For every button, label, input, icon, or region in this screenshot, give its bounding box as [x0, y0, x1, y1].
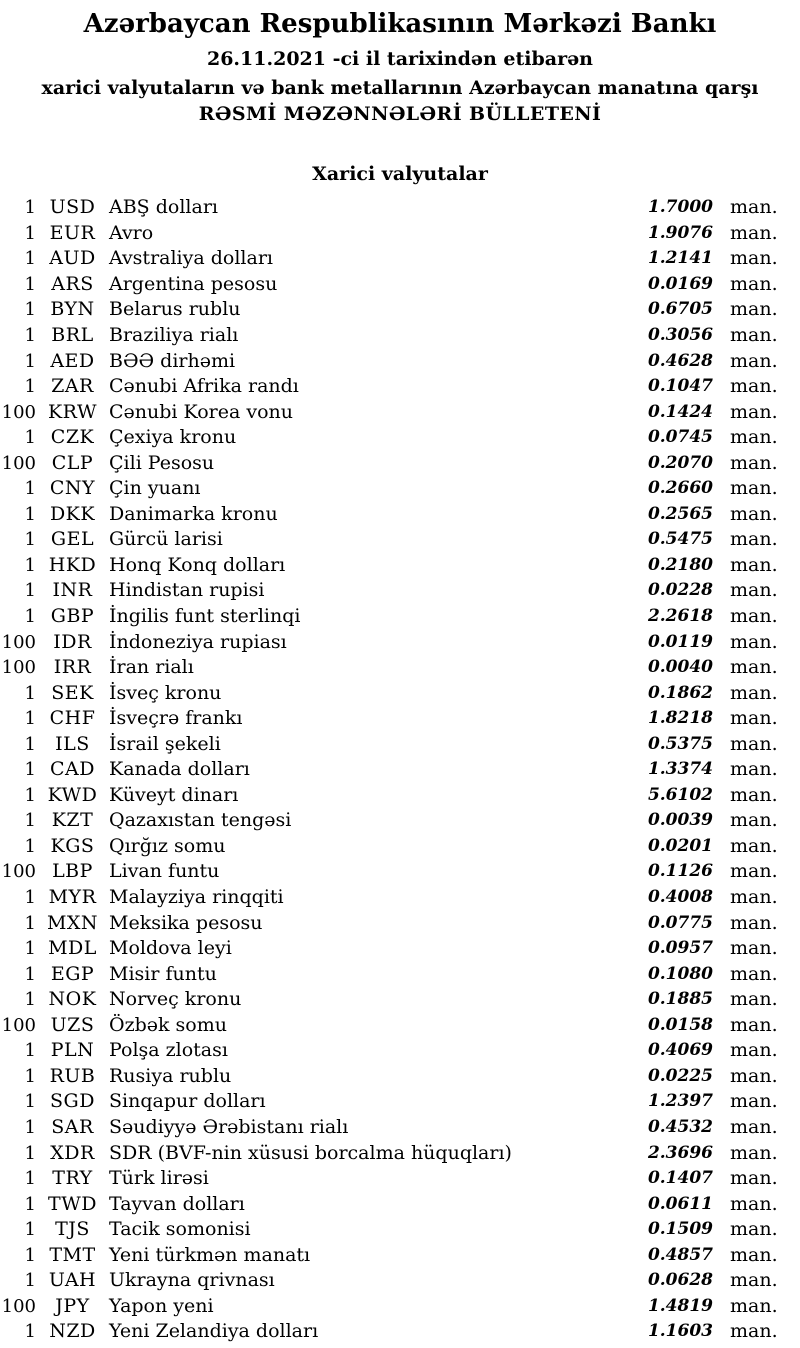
- bank-name-title: Azərbaycan Respublikasının Mərkəzi Bankı: [83, 9, 717, 39]
- currency-unit-label: man.: [730, 349, 778, 372]
- currency-name: Gürcü larisi: [109, 528, 223, 551]
- currency-code: XDR: [50, 1141, 95, 1164]
- currency-code: KZT: [51, 809, 94, 832]
- currency-row: [0, 706, 800, 732]
- currency-name: Argentina pesosu: [109, 272, 278, 295]
- currency-rate-value: 0.1126: [647, 861, 713, 882]
- currency-quantity: 1: [24, 708, 36, 730]
- currency-rate-value: 2.3696: [647, 1142, 713, 1163]
- currency-name: Malayziya rinqqiti: [109, 886, 284, 909]
- currency-code: KGS: [50, 834, 95, 857]
- currency-quantity: 1: [24, 1091, 36, 1113]
- currency-row: [0, 1089, 800, 1115]
- currency-rates-table: [0, 195, 800, 1345]
- currency-code: SEK: [51, 681, 94, 704]
- currency-rate-value: 0.4857: [647, 1244, 713, 1265]
- currency-unit-label: man.: [730, 605, 778, 628]
- currency-rate-value: 1.4819: [647, 1295, 713, 1316]
- currency-name: Yapon yeni: [109, 1294, 214, 1317]
- currency-code: EUR: [49, 221, 96, 244]
- currency-row: [0, 629, 800, 655]
- currency-unit-label: man.: [730, 426, 778, 449]
- currency-unit-label: man.: [730, 911, 778, 934]
- currency-name: Ukrayna qrivnası: [109, 1269, 275, 1292]
- currency-row: [0, 1115, 800, 1141]
- currency-unit-label: man.: [730, 1064, 778, 1087]
- currency-unit-label: man.: [730, 962, 778, 985]
- currency-row: [0, 604, 800, 630]
- currency-row: [0, 834, 800, 860]
- currency-unit-label: man.: [730, 553, 778, 576]
- currency-name: Braziliya rialı: [109, 324, 239, 346]
- currency-quantity: 1: [24, 759, 36, 781]
- currency-rate-value: 0.4628: [647, 350, 713, 371]
- currency-rate-value: 0.0745: [647, 427, 713, 448]
- currency-rate-value: 0.4008: [647, 887, 713, 908]
- currency-unit-label: man.: [730, 1039, 778, 1062]
- currency-code: TMT: [49, 1243, 96, 1266]
- currency-unit-label: man.: [730, 937, 778, 960]
- currency-code: SAR: [51, 1115, 94, 1138]
- currency-code: KWD: [47, 783, 98, 806]
- currency-name: BƏƏ dirhəmi: [109, 349, 236, 372]
- currency-code: HKD: [48, 553, 97, 576]
- currency-unit-label: man.: [730, 477, 778, 500]
- bulletin-header: [0, 8, 800, 125]
- currency-name: Yeni Zelandiya dolları: [109, 1320, 319, 1343]
- currency-row: [0, 348, 800, 374]
- currency-name: Avro: [109, 221, 154, 244]
- currency-row: [0, 1038, 800, 1064]
- currency-code: BYN: [50, 298, 95, 321]
- currency-rate-value: 1.1603: [647, 1321, 713, 1342]
- currency-code: EGP: [50, 962, 95, 985]
- currency-quantity: 1: [24, 1193, 36, 1215]
- currency-name: Türk lirəsi: [109, 1167, 209, 1190]
- currency-code: UZS: [50, 1013, 95, 1036]
- currency-code: TRY: [52, 1167, 93, 1190]
- currency-name: İsrail şekeli: [109, 732, 221, 755]
- currency-code: USD: [49, 196, 96, 219]
- currency-name: Sinqapur dolları: [109, 1090, 266, 1113]
- currency-quantity: 1: [24, 529, 36, 551]
- currency-code: KRW: [47, 400, 98, 423]
- currency-rate-value: 0.2565: [647, 503, 713, 524]
- currency-quantity: 1: [24, 784, 36, 806]
- currency-rate-value: 0.1862: [647, 682, 713, 703]
- currency-unit-label: man.: [730, 1141, 778, 1164]
- currency-quantity: 1: [24, 1116, 36, 1138]
- currency-unit-label: man.: [730, 783, 778, 806]
- currency-quantity: 1: [24, 1244, 36, 1266]
- currency-name: Moldova leyi: [109, 937, 232, 960]
- currency-code: GEL: [50, 528, 95, 551]
- currency-name: Kanada dolları: [109, 758, 250, 781]
- currency-rate-value: 0.1047: [647, 376, 713, 397]
- currency-code: NZD: [49, 1320, 96, 1343]
- currency-rate-value: 5.6102: [647, 784, 713, 805]
- currency-unit-label: man.: [730, 1192, 778, 1215]
- currency-quantity: 1: [24, 1142, 36, 1164]
- currency-code: CHF: [49, 707, 96, 730]
- currency-row: [0, 1013, 800, 1039]
- subject-line: xarici valyutaların və bank metallarının Azərbaycan manatına qarşı: [41, 77, 759, 99]
- currency-rate-value: 1.2397: [647, 1091, 713, 1112]
- currency-unit-label: man.: [730, 502, 778, 525]
- currency-rate-value: 0.2660: [647, 478, 713, 499]
- currency-unit-label: man.: [730, 1243, 778, 1266]
- currency-code: CNY: [49, 477, 96, 500]
- currency-quantity: 100: [1, 452, 36, 474]
- currency-quantity: 1: [24, 1219, 36, 1241]
- currency-code: UAH: [48, 1269, 97, 1292]
- currency-quantity: 1: [24, 1321, 36, 1343]
- currency-name: İsveçrə frankı: [109, 707, 243, 730]
- currency-code: NOK: [48, 988, 97, 1011]
- currency-unit-label: man.: [730, 324, 778, 346]
- currency-code: GBP: [50, 605, 95, 628]
- currency-name: Cənubi Afrika randı: [109, 375, 299, 398]
- currency-rate-value: 0.0119: [647, 631, 713, 652]
- currency-unit-label: man.: [730, 1294, 778, 1317]
- currency-name: Tayvan dolları: [109, 1192, 245, 1215]
- currency-quantity: 1: [24, 248, 36, 270]
- currency-unit-label: man.: [730, 732, 778, 755]
- currency-rate-value: 1.3374: [647, 759, 713, 780]
- currency-row: [0, 553, 800, 579]
- currency-row: [0, 680, 800, 706]
- currency-quantity: 1: [24, 1270, 36, 1292]
- currency-unit-label: man.: [730, 1115, 778, 1138]
- currency-rate-value: 1.9076: [647, 222, 713, 243]
- currency-row: [0, 476, 800, 502]
- currency-name: İndoneziya rupiası: [109, 630, 287, 653]
- currency-rate-value: 1.7000: [647, 197, 713, 218]
- currency-quantity: 1: [24, 325, 36, 346]
- currency-row: [0, 272, 800, 298]
- currency-quantity: 1: [24, 273, 36, 295]
- currency-quantity: 100: [1, 401, 36, 423]
- currency-quantity: 100: [1, 631, 36, 653]
- currency-unit-label: man.: [730, 400, 778, 423]
- currency-name: Cənubi Korea vonu: [109, 400, 293, 423]
- currency-name: İsveç kronu: [109, 681, 222, 704]
- currency-rate-value: 0.1080: [647, 963, 713, 984]
- currency-name: SDR (BVF-nin xüsusi borcalma hüquqları): [109, 1141, 512, 1164]
- currency-name: Misir funtu: [109, 962, 217, 985]
- currency-unit-label: man.: [730, 451, 778, 474]
- currency-quantity: 1: [24, 835, 36, 857]
- currency-name: Qırğız somu: [109, 834, 226, 857]
- currency-name: Meksika pesosu: [109, 911, 263, 934]
- currency-row: [0, 425, 800, 451]
- currency-rate-value: 2.2618: [647, 606, 713, 627]
- currency-code: INR: [52, 579, 93, 602]
- currency-quantity: 100: [1, 1014, 36, 1036]
- currency-name: Danimarka kronu: [109, 502, 278, 525]
- currency-code: TJS: [55, 1218, 90, 1241]
- currency-row: [0, 655, 800, 681]
- currency-row: [0, 808, 800, 834]
- currency-code: MDL: [48, 937, 97, 960]
- currency-name: Çin yuanı: [109, 477, 201, 500]
- currency-quantity: 1: [24, 299, 36, 321]
- currency-unit-label: man.: [730, 1090, 778, 1113]
- currency-name: Çexiya kronu: [109, 426, 237, 449]
- currency-quantity: 100: [1, 657, 36, 679]
- currency-quantity: 1: [24, 989, 36, 1011]
- currency-rate-value: 0.0158: [647, 1014, 713, 1035]
- currency-code: LBP: [52, 860, 93, 883]
- currency-quantity: 1: [24, 1168, 36, 1190]
- currency-name: Avstraliya dolları: [109, 247, 273, 270]
- currency-code: ARS: [51, 272, 94, 295]
- currency-unit-label: man.: [730, 834, 778, 857]
- currency-name: Çili Pesosu: [109, 451, 215, 474]
- currency-unit-label: man.: [730, 630, 778, 653]
- currency-unit-label: man.: [730, 809, 778, 832]
- currency-unit-label: man.: [730, 375, 778, 398]
- currency-name: İngilis funt sterlinqi: [109, 605, 301, 628]
- currency-rate-value: 0.2070: [647, 452, 713, 473]
- currency-quantity: 1: [24, 427, 36, 449]
- currency-name: Honq Konq dolları: [109, 553, 286, 576]
- currency-rate-value: 0.0628: [647, 1270, 713, 1291]
- currency-row: [0, 527, 800, 553]
- currency-row: [0, 1319, 800, 1345]
- currency-unit-label: man.: [730, 1269, 778, 1292]
- currency-unit-label: man.: [730, 860, 778, 883]
- currency-unit-label: man.: [730, 656, 778, 679]
- currency-row: [0, 987, 800, 1013]
- currency-unit-label: man.: [730, 272, 778, 295]
- currency-unit-label: man.: [730, 247, 778, 270]
- currency-rate-value: 0.5375: [647, 733, 713, 754]
- currency-unit-label: man.: [730, 1013, 778, 1036]
- currency-row: [0, 221, 800, 247]
- currency-name: Belarus rublu: [109, 298, 241, 321]
- currency-code: JPY: [55, 1294, 90, 1317]
- currency-rate-value: 0.3056: [647, 325, 713, 345]
- currency-row: [0, 399, 800, 425]
- currency-rate-value: 0.0228: [647, 580, 713, 601]
- currency-rate-value: 0.4069: [647, 1040, 713, 1061]
- currency-name: Polşa zlotası: [109, 1039, 228, 1062]
- currency-code: ZAR: [51, 375, 94, 398]
- currency-row: [0, 374, 800, 400]
- currency-unit-label: man.: [730, 758, 778, 781]
- currency-quantity: 1: [24, 554, 36, 576]
- currency-rate-value: 0.1407: [647, 1168, 713, 1189]
- currency-code: MYR: [48, 886, 97, 909]
- currency-code: AED: [50, 349, 95, 372]
- currency-row: [0, 450, 800, 476]
- currency-name: Tacik somonisi: [109, 1218, 251, 1241]
- currency-row: [0, 297, 800, 323]
- currency-quantity: 1: [24, 938, 36, 960]
- currency-quantity: 100: [1, 1295, 36, 1317]
- currency-name: Yeni türkmən manatı: [109, 1243, 311, 1266]
- currency-row: [0, 578, 800, 604]
- currency-quantity: 1: [24, 580, 36, 602]
- currency-unit-label: man.: [730, 196, 778, 219]
- currency-name: Səudiyyə Ərəbistanı rialı: [109, 1115, 349, 1138]
- currency-quantity: 1: [24, 222, 36, 244]
- currency-code: RUB: [49, 1064, 96, 1087]
- currency-quantity: 1: [24, 963, 36, 985]
- currency-quantity: 1: [24, 503, 36, 525]
- currency-row: [0, 783, 800, 809]
- currency-code: CLP: [51, 451, 94, 474]
- currency-rate-value: 0.0611: [647, 1193, 713, 1214]
- currency-rate-value: 0.0039: [647, 810, 713, 831]
- currency-code: AUD: [49, 247, 96, 270]
- currency-row: [0, 1140, 800, 1166]
- currency-name: İran rialı: [109, 656, 194, 679]
- currency-row: [0, 323, 800, 349]
- currency-unit-label: man.: [730, 988, 778, 1011]
- currency-rate-value: 0.0775: [647, 912, 713, 933]
- currency-quantity: 1: [24, 810, 36, 832]
- currency-quantity: 1: [24, 682, 36, 704]
- currency-row: [0, 961, 800, 987]
- currency-unit-label: man.: [730, 1167, 778, 1190]
- currency-name: Küveyt dinarı: [109, 783, 239, 806]
- currency-unit-label: man.: [730, 298, 778, 321]
- currency-code: CAD: [50, 758, 95, 781]
- currency-quantity: 1: [24, 478, 36, 500]
- currency-unit-label: man.: [730, 886, 778, 909]
- currency-rate-value: 0.0957: [647, 938, 713, 959]
- currency-rate-value: 0.1509: [647, 1219, 713, 1240]
- effective-date-line: 26.11.2021 -ci il tarixindən etibarən: [206, 48, 593, 70]
- currency-unit-label: man.: [730, 1320, 778, 1343]
- currency-quantity: 1: [24, 1065, 36, 1087]
- currency-code: TWD: [48, 1192, 97, 1215]
- currency-code: SGD: [50, 1090, 95, 1113]
- currency-quantity: 1: [24, 733, 36, 755]
- currency-row: [0, 1064, 800, 1090]
- currency-quantity: 1: [24, 376, 36, 398]
- currency-rate-value: 1.8218: [647, 708, 713, 729]
- currency-row: [0, 1217, 800, 1243]
- currency-row: [0, 910, 800, 936]
- currency-row: [0, 1242, 800, 1268]
- currency-code: IDR: [53, 630, 92, 653]
- currency-row: [0, 1191, 800, 1217]
- currency-quantity: 1: [24, 887, 36, 909]
- currency-name: Özbək somu: [109, 1013, 227, 1036]
- currency-row: [0, 1268, 800, 1294]
- currency-rate-value: 1.2141: [647, 248, 713, 269]
- currency-rate-value: 0.0169: [647, 273, 713, 294]
- currency-unit-label: man.: [730, 681, 778, 704]
- currency-row: [0, 1294, 800, 1320]
- currency-row: [0, 885, 800, 911]
- currency-rate-value: 0.2180: [647, 554, 713, 575]
- currency-quantity: 1: [24, 197, 36, 219]
- currency-row: [0, 502, 800, 528]
- currency-unit-label: man.: [730, 707, 778, 730]
- currency-rate-value: 0.1424: [647, 401, 713, 422]
- currency-name: ABŞ dolları: [109, 196, 218, 219]
- currency-unit-label: man.: [730, 528, 778, 551]
- currency-rate-value: 0.0040: [647, 657, 713, 678]
- currency-name: Qazaxıstan tengəsi: [109, 809, 292, 832]
- currency-code: ILS: [55, 732, 90, 755]
- currency-row: [0, 731, 800, 757]
- currency-rate-value: 0.0201: [647, 835, 713, 856]
- currency-unit-label: man.: [730, 1218, 778, 1241]
- currency-code: CZK: [50, 426, 95, 449]
- currency-name: Norveç kronu: [109, 988, 242, 1011]
- section-title-foreign-currencies: Xarici valyutalar: [312, 163, 488, 185]
- currency-row: [0, 195, 800, 221]
- currency-quantity: 1: [24, 912, 36, 934]
- currency-quantity: 1: [24, 1040, 36, 1062]
- currency-row: [0, 859, 800, 885]
- currency-code: MXN: [46, 911, 99, 934]
- bulletin-title: RƏSMİ MƏZƏNNƏLƏRİ BÜLLETENİ: [198, 103, 602, 125]
- currency-code: PLN: [50, 1039, 95, 1062]
- currency-quantity: 1: [24, 606, 36, 628]
- currency-row: [0, 246, 800, 272]
- currency-unit-label: man.: [730, 221, 778, 244]
- currency-code: DKK: [49, 502, 96, 525]
- currency-row: [0, 1166, 800, 1192]
- currency-rate-value: 0.6705: [647, 299, 713, 320]
- currency-row: [0, 757, 800, 783]
- currency-rate-value: 0.1885: [647, 989, 713, 1010]
- currency-rate-value: 0.5475: [647, 529, 713, 550]
- currency-unit-label: man.: [730, 579, 778, 602]
- currency-name: Rusiya rublu: [109, 1064, 232, 1087]
- currency-code: IRR: [53, 656, 92, 679]
- currency-quantity: 100: [1, 861, 36, 883]
- currency-row: [0, 936, 800, 962]
- currency-code: BRL: [51, 324, 94, 346]
- currency-rate-value: 0.4532: [647, 1116, 713, 1137]
- currency-rate-value: 0.0225: [647, 1065, 713, 1086]
- currency-name: Livan funtu: [109, 860, 220, 883]
- currency-name: Hindistan rupisi: [109, 579, 265, 602]
- currency-quantity: 1: [24, 350, 36, 372]
